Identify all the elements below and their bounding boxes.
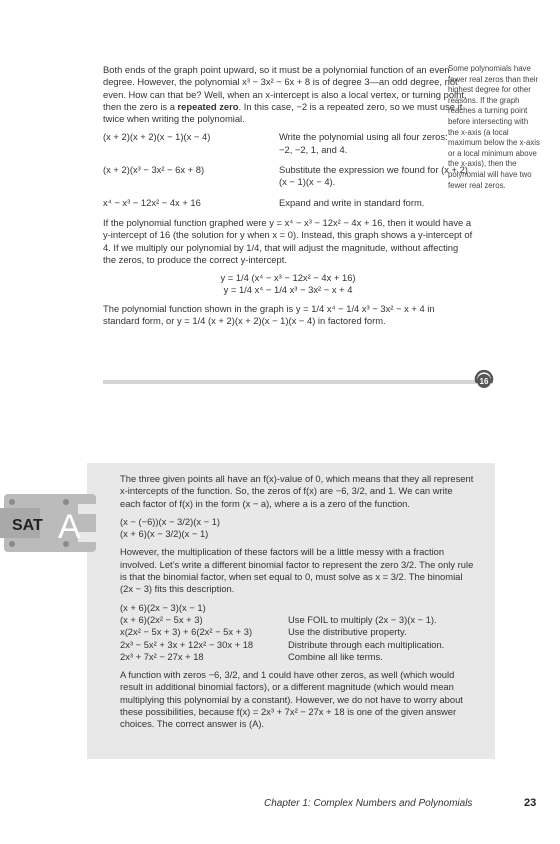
- sat-factors: [120, 516, 475, 541]
- step-2-expr: (x + 2)(x³ − 3x² − 6x + 8): [103, 164, 205, 176]
- intro-text: Both ends of the graph point upward, so it must be a polynomial function of an even degree. However, the polynomial x³ − 3x² − 6x + 8 is of degree 3—an odd degree, not even. How can that be? Well, when an x-intercept is also a local vertex, or turning point, then the zero is a: [103, 64, 467, 112]
- rivet-icon: [9, 541, 15, 547]
- badge-number: 16: [479, 377, 489, 386]
- sat-paragraph-1: The three given points all have an f(x)-value of 0, which means that they all represent x-intercepts of the function. So, the zeros of f(x) are −6, 3/2, and 1. We can write each factor of f(x) in the form (x − a), where a is a zero of the function.: [120, 473, 474, 509]
- badge-notch: [78, 504, 96, 514]
- intro-tail: . In this case, −2 is a repeated zero, so we must use it twice when writing the polynomial.: [103, 100, 463, 125]
- work-3-expr: x(2x² − 5x + 3) + 6(2x² − 5x + 3): [120, 626, 253, 638]
- intro-bold-term: repeated zero: [177, 100, 239, 112]
- step-3-note: Expand and write in standard form.: [279, 196, 425, 208]
- step-3-expr: x⁴ − x³ − 12x² − 4x + 16: [103, 196, 201, 208]
- sat-answer-text: [120, 473, 475, 737]
- sat-paragraph-2: However, the multiplication of these factors will be a little messy with a fraction involved. Let’s write a different binomial factor to represent the zero 3/2. The only rule is that the binomial factor, when set equal to 0, must solve as x = 3/2. The binomial (2x − 3) fits this description.: [120, 546, 474, 595]
- work-4-note: Distribute through each multiplication.: [288, 638, 445, 650]
- step-1-expr: (x + 2)(x + 2)(x − 1)(x − 4): [103, 131, 211, 143]
- paragraph-2: If the polynomial function graphed were y = x⁴ − x³ − 12x² − 4x + 16, then it would have a y-intercept of 16 (the solution for y when x = 0). Instead, this graph shows a y-intercept of 4. If we multiply our polynomial by 1/4, that will adjust the magnitude, without affecting the zeros, to produce the correct y-intercept.: [103, 216, 473, 265]
- paragraph-3: The polynomial function shown in the graph is y = 1/4 x⁴ − 1/4 x³ − 3x² − x + 4 in standard form, or y = 1/4 (x + 2)(x + 2)(x − 1)(x − 4) in factored form.: [103, 302, 435, 327]
- step-2-note: Substitute the expression we found for (x + 2)(x − 1)(x − 4).: [279, 164, 468, 188]
- badge-letter: A: [58, 508, 81, 546]
- rivet-icon: [9, 499, 15, 505]
- equations: [103, 272, 473, 297]
- work-1-note: [288, 602, 475, 614]
- sat-a-badge: [0, 488, 100, 558]
- sidenote: Some polynomials have fewer real zeros than their highest degree for other reasons. If the graph reaches a turning point before intersecting with the x-axis (a local maximum below the x-axis or a local minimum above the x-axis), then the polynomial will have two fewer real zeros.: [448, 64, 540, 190]
- number-badge: [474, 369, 494, 389]
- sat-work-table: [120, 602, 475, 663]
- equation-2: y = 1/4 x⁴ − 1/4 x³ − 3x² − x + 4: [223, 284, 353, 296]
- work-2-expr: (x + 6)(2x² − 5x + 3): [120, 613, 203, 625]
- rivet-icon: [63, 499, 69, 505]
- work-2-note: Use FOIL to multiply (2x − 3)(x − 1).: [288, 613, 437, 625]
- page-number: 23: [524, 797, 537, 809]
- section-divider: [103, 380, 475, 384]
- work-5-note: Combine all like terms.: [288, 650, 383, 662]
- equation-1: y = 1/4 (x⁴ − x³ − 12x² − 4x + 16): [220, 272, 356, 284]
- work-1-expr: (x + 6)(2x − 3)(x − 1): [120, 601, 206, 613]
- chapter-title: Chapter 1: Complex Numbers and Polynomials: [264, 798, 473, 809]
- work-5-expr: 2x³ + 7x² − 27x + 18: [120, 650, 204, 662]
- badge-notch: [78, 532, 96, 542]
- work-4-expr: 2x³ − 5x² + 3x + 12x² − 30x + 18: [120, 638, 254, 650]
- intro-paragraph: [103, 64, 473, 125]
- steps-table: [103, 131, 473, 208]
- step-1-note: Write the polynomial using all four zeros: −2, −2, 1, and 4.: [279, 131, 448, 155]
- sat-paragraph-3: A function with zeros −6, 3/2, and 1 could have other zeros, as well (which would result in additional binomial factors), or a different magnitude (which would mean multiplying this polynomial by a constant). However, we do not have to worry about these possibilities, because f(x) = 2x³ + 7x² − 27x + 18 is one of the given answer choices. The correct answer is (A).: [120, 669, 463, 730]
- badge-sat-text: SAT: [12, 517, 43, 534]
- sat-factors-1: (x − (−6))(x − 3/2)(x − 1): [120, 515, 221, 527]
- main-text: [103, 64, 473, 333]
- sat-factors-2: (x + 6)(x − 3/2)(x − 1): [120, 528, 209, 540]
- work-3-note: Use the distributive property.: [288, 626, 407, 638]
